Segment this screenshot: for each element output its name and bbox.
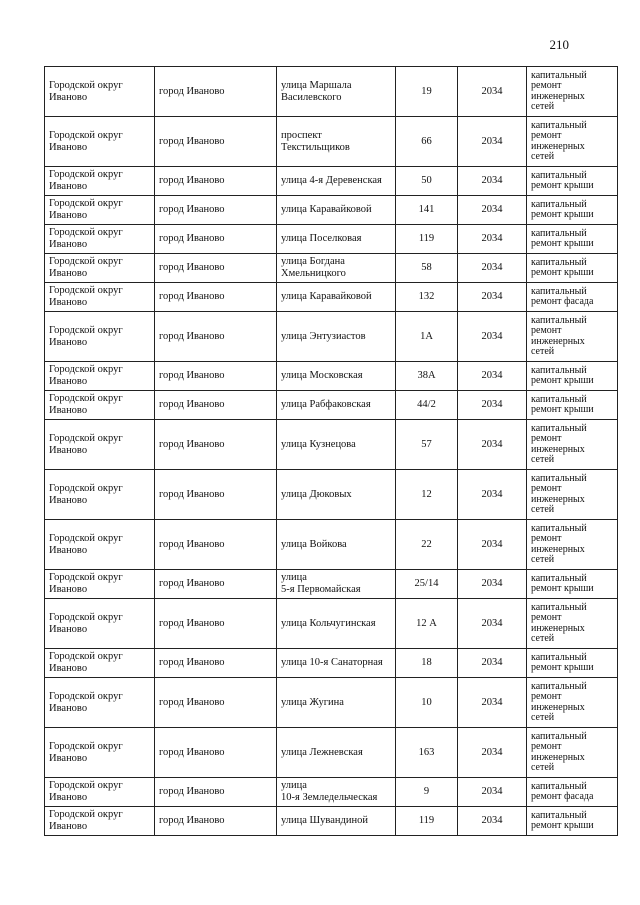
table-row: [45, 420, 618, 470]
house-cell: [396, 420, 458, 470]
table-row: [45, 807, 618, 836]
work-cell: [527, 117, 618, 167]
district-text: Городской округ Иваново: [49, 809, 123, 832]
district-text: Городской округ Иваново: [49, 432, 123, 456]
work-cell: [527, 470, 618, 520]
work-text: капитальный ремонт инженерных сетей: [531, 680, 587, 723]
street-text: улица Каравайковой: [281, 204, 372, 215]
house-text: 1А: [420, 330, 433, 342]
city-cell: [155, 362, 277, 391]
city-text: город Иваново: [159, 538, 225, 550]
street-text: улица Каравайковой: [281, 291, 372, 302]
city-cell: [155, 807, 277, 836]
street-text: проспект Текстильщиков: [281, 129, 350, 153]
page-number: 210: [549, 37, 569, 52]
year-cell: [458, 362, 527, 391]
street-cell: [277, 117, 396, 167]
street-text: улица Поселковая: [281, 233, 362, 244]
house-cell: [396, 599, 458, 649]
table-row: [45, 778, 618, 807]
city-text: город Иваново: [159, 786, 225, 797]
work-text: капитальный ремонт фасада: [531, 285, 594, 307]
work-cell: [527, 254, 618, 283]
district-text: Городской округ Иваново: [49, 482, 123, 506]
year-text: 2034: [481, 233, 503, 244]
street-text: улица 4-я Деревенская: [281, 175, 382, 186]
street-cell: [277, 362, 396, 391]
year-cell: [458, 678, 527, 728]
year-text: 2034: [481, 488, 503, 500]
city-text: город Иваново: [159, 438, 225, 450]
street-text: улица Жугина: [281, 696, 344, 708]
work-cell: [527, 362, 618, 391]
street-text: улица Энтузиастов: [281, 330, 366, 342]
city-text: город Иваново: [159, 175, 225, 186]
city-cell: [155, 778, 277, 807]
street-text: улица Войкова: [281, 538, 347, 550]
house-text: 132: [418, 291, 435, 302]
work-cell: [527, 420, 618, 470]
district-text: Городской округ Иваново: [49, 690, 123, 714]
district-cell: [45, 728, 155, 778]
work-text: капитальный ремонт крыши: [531, 393, 594, 415]
city-text: город Иваново: [159, 262, 225, 273]
work-cell: [527, 520, 618, 570]
house-cell: [396, 196, 458, 225]
district-cell: [45, 254, 155, 283]
house-cell: [396, 391, 458, 420]
street-text: улица 10-я Земледельческая: [281, 780, 378, 803]
work-cell: [527, 570, 618, 599]
street-text: улица Рабфаковская: [281, 399, 371, 410]
house-text: 57: [421, 438, 432, 450]
year-text: 2034: [481, 291, 503, 302]
street-cell: [277, 649, 396, 678]
work-cell: [527, 225, 618, 254]
district-text: Городской округ Иваново: [49, 198, 123, 221]
street-cell: [277, 778, 396, 807]
year-text: 2034: [481, 786, 503, 797]
year-text: 2034: [481, 538, 503, 550]
city-cell: [155, 312, 277, 362]
year-text: 2034: [481, 85, 503, 97]
work-text: капитальный ремонт инженерных сетей: [531, 314, 587, 357]
district-cell: [45, 599, 155, 649]
year-text: 2034: [481, 262, 503, 273]
street-cell: [277, 254, 396, 283]
year-cell: [458, 470, 527, 520]
year-cell: [458, 254, 527, 283]
street-cell: [277, 67, 396, 117]
work-text: капитальный ремонт крыши: [531, 809, 594, 831]
work-cell: [527, 599, 618, 649]
city-text: город Иваново: [159, 291, 225, 302]
work-text: капитальный ремонт инженерных сетей: [531, 601, 587, 644]
city-cell: [155, 196, 277, 225]
table-row: [45, 196, 618, 225]
work-cell: [527, 778, 618, 807]
year-text: 2034: [481, 746, 503, 758]
table-row: [45, 167, 618, 196]
house-cell: [396, 362, 458, 391]
city-cell: [155, 167, 277, 196]
district-cell: [45, 649, 155, 678]
house-text: 58: [421, 262, 432, 273]
work-text: капитальный ремонт крыши: [531, 364, 594, 386]
house-text: 66: [421, 135, 432, 147]
work-text: капитальный ремонт крыши: [531, 227, 594, 249]
house-cell: [396, 67, 458, 117]
district-text: Городской округ Иваново: [49, 364, 123, 387]
house-text: 119: [418, 815, 435, 826]
house-text: 19: [421, 85, 432, 97]
street-cell: [277, 570, 396, 599]
city-text: город Иваново: [159, 135, 225, 147]
year-cell: [458, 570, 527, 599]
work-text: капитальный ремонт инженерных сетей: [531, 119, 587, 162]
work-text: капитальный ремонт крыши: [531, 572, 594, 594]
table-row: [45, 391, 618, 420]
work-text: капитальный ремонт крыши: [531, 169, 594, 191]
table-row: [45, 225, 618, 254]
year-text: 2034: [481, 175, 503, 186]
work-text: капитальный ремонт фасада: [531, 780, 594, 802]
district-text: Городской округ Иваново: [49, 129, 123, 153]
district-cell: [45, 167, 155, 196]
work-cell: [527, 807, 618, 836]
house-text: 25/14: [414, 578, 439, 589]
district-cell: [45, 283, 155, 312]
city-cell: [155, 570, 277, 599]
work-text: капитальный ремонт инженерных сетей: [531, 730, 587, 773]
city-text: город Иваново: [159, 330, 225, 342]
house-cell: [396, 807, 458, 836]
table-row: [45, 470, 618, 520]
street-cell: [277, 728, 396, 778]
work-cell: [527, 728, 618, 778]
house-text: 141: [418, 204, 435, 215]
street-cell: [277, 420, 396, 470]
district-cell: [45, 570, 155, 599]
street-cell: [277, 520, 396, 570]
district-text: Городской округ Иваново: [49, 169, 123, 192]
year-text: 2034: [481, 204, 503, 215]
table-row: [45, 728, 618, 778]
year-cell: [458, 520, 527, 570]
work-text: капитальный ремонт инженерных сетей: [531, 522, 587, 565]
district-cell: [45, 678, 155, 728]
district-cell: [45, 225, 155, 254]
house-cell: [396, 254, 458, 283]
city-cell: [155, 67, 277, 117]
work-text: капитальный ремонт крыши: [531, 256, 594, 278]
district-text: Городской округ Иваново: [49, 572, 123, 595]
district-text: Городской округ Иваново: [49, 611, 123, 635]
house-cell: [396, 520, 458, 570]
district-cell: [45, 67, 155, 117]
year-cell: [458, 807, 527, 836]
house-text: 18: [421, 657, 432, 668]
year-cell: [458, 391, 527, 420]
house-cell: [396, 778, 458, 807]
street-cell: [277, 391, 396, 420]
city-cell: [155, 117, 277, 167]
city-text: город Иваново: [159, 233, 225, 244]
district-text: Городской округ Иваново: [49, 780, 123, 803]
table-row: [45, 283, 618, 312]
district-text: Городской округ Иваново: [49, 285, 123, 308]
year-cell: [458, 599, 527, 649]
district-cell: [45, 807, 155, 836]
house-cell: [396, 225, 458, 254]
street-text: улица Дюковых: [281, 488, 352, 500]
year-text: 2034: [481, 578, 503, 589]
house-cell: [396, 283, 458, 312]
work-cell: [527, 283, 618, 312]
table-row: [45, 678, 618, 728]
year-cell: [458, 117, 527, 167]
year-text: 2034: [481, 617, 503, 629]
district-text: Городской округ Иваново: [49, 79, 123, 103]
street-text: улица Кольчугинская: [281, 617, 376, 629]
house-text: 10: [421, 696, 432, 708]
house-text: 163: [418, 746, 435, 758]
street-text: улица Маршала Василевского: [281, 79, 352, 103]
repair-registry-table: [44, 66, 618, 836]
street-text: улица Лежневская: [281, 746, 363, 758]
table-row: [45, 362, 618, 391]
house-cell: [396, 167, 458, 196]
street-text: улица Кузнецова: [281, 438, 356, 450]
district-cell: [45, 196, 155, 225]
house-text: 12: [421, 488, 432, 500]
district-cell: [45, 520, 155, 570]
work-text: капитальный ремонт инженерных сетей: [531, 472, 587, 515]
street-cell: [277, 167, 396, 196]
year-text: 2034: [481, 815, 503, 826]
year-text: 2034: [481, 438, 503, 450]
street-text: улица Московская: [281, 370, 363, 381]
street-text: улица Богдана Хмельницкого: [281, 256, 346, 279]
city-cell: [155, 678, 277, 728]
house-cell: [396, 312, 458, 362]
year-cell: [458, 67, 527, 117]
city-text: город Иваново: [159, 488, 225, 500]
table-row: [45, 599, 618, 649]
year-cell: [458, 196, 527, 225]
table-row: [45, 649, 618, 678]
city-cell: [155, 283, 277, 312]
year-cell: [458, 778, 527, 807]
district-text: Городской округ Иваново: [49, 393, 123, 416]
district-text: Городской округ Иваново: [49, 256, 123, 279]
table-row: [45, 67, 618, 117]
city-text: город Иваново: [159, 657, 225, 668]
district-text: Городской округ Иваново: [49, 324, 123, 348]
district-cell: [45, 470, 155, 520]
city-text: город Иваново: [159, 696, 225, 708]
district-text: Городской округ Иваново: [49, 740, 123, 764]
street-cell: [277, 312, 396, 362]
year-text: 2034: [481, 330, 503, 342]
year-text: 2034: [481, 696, 503, 708]
work-text: капитальный ремонт крыши: [531, 651, 594, 673]
district-text: Городской округ Иваново: [49, 532, 123, 556]
district-text: Городской округ Иваново: [49, 651, 123, 674]
city-cell: [155, 728, 277, 778]
table-row: [45, 312, 618, 362]
year-cell: [458, 283, 527, 312]
city-text: город Иваново: [159, 746, 225, 758]
work-cell: [527, 196, 618, 225]
city-cell: [155, 420, 277, 470]
street-cell: [277, 196, 396, 225]
work-cell: [527, 678, 618, 728]
district-cell: [45, 778, 155, 807]
street-text: улица Шувандиной: [281, 815, 368, 826]
house-cell: [396, 470, 458, 520]
district-cell: [45, 391, 155, 420]
year-cell: [458, 312, 527, 362]
year-text: 2034: [481, 135, 503, 147]
street-text: улица 5-я Первомайская: [281, 572, 361, 595]
city-text: город Иваново: [159, 399, 225, 410]
street-cell: [277, 807, 396, 836]
table-row: [45, 117, 618, 167]
year-cell: [458, 225, 527, 254]
street-cell: [277, 283, 396, 312]
work-text: капитальный ремонт инженерных сетей: [531, 69, 587, 112]
city-text: город Иваново: [159, 85, 225, 97]
table-row: [45, 570, 618, 599]
city-text: город Иваново: [159, 617, 225, 629]
city-text: город Иваново: [159, 204, 225, 215]
house-cell: [396, 570, 458, 599]
work-cell: [527, 391, 618, 420]
city-cell: [155, 649, 277, 678]
street-cell: [277, 470, 396, 520]
city-cell: [155, 520, 277, 570]
street-text: улица 10-я Санаторная: [281, 657, 383, 668]
city-text: город Иваново: [159, 815, 225, 826]
district-cell: [45, 312, 155, 362]
year-text: 2034: [481, 657, 503, 668]
city-text: город Иваново: [159, 370, 225, 381]
year-text: 2034: [481, 370, 503, 381]
house-cell: [396, 728, 458, 778]
city-text: город Иваново: [159, 578, 225, 589]
city-cell: [155, 254, 277, 283]
house-cell: [396, 649, 458, 678]
year-text: 2034: [481, 399, 503, 410]
house-text: 9: [423, 786, 430, 797]
city-cell: [155, 599, 277, 649]
work-text: капитальный ремонт инженерных сетей: [531, 422, 587, 465]
house-cell: [396, 117, 458, 167]
year-cell: [458, 728, 527, 778]
district-cell: [45, 362, 155, 391]
work-cell: [527, 67, 618, 117]
street-cell: [277, 599, 396, 649]
table-row: [45, 520, 618, 570]
year-cell: [458, 649, 527, 678]
year-cell: [458, 420, 527, 470]
house-text: 119: [418, 233, 435, 244]
city-cell: [155, 225, 277, 254]
house-text: 38А: [417, 370, 436, 381]
work-cell: [527, 312, 618, 362]
city-cell: [155, 391, 277, 420]
city-cell: [155, 470, 277, 520]
work-cell: [527, 649, 618, 678]
district-text: Городской округ Иваново: [49, 227, 123, 250]
house-text: 12 А: [416, 617, 437, 629]
work-cell: [527, 167, 618, 196]
house-cell: [396, 678, 458, 728]
work-text: капитальный ремонт крыши: [531, 198, 594, 220]
house-text: 44/2: [417, 399, 436, 410]
street-cell: [277, 678, 396, 728]
year-cell: [458, 167, 527, 196]
district-cell: [45, 117, 155, 167]
street-cell: [277, 225, 396, 254]
house-text: 22: [421, 538, 432, 550]
table-row: [45, 254, 618, 283]
house-text: 50: [421, 175, 432, 186]
district-cell: [45, 420, 155, 470]
table-body: [45, 67, 618, 836]
